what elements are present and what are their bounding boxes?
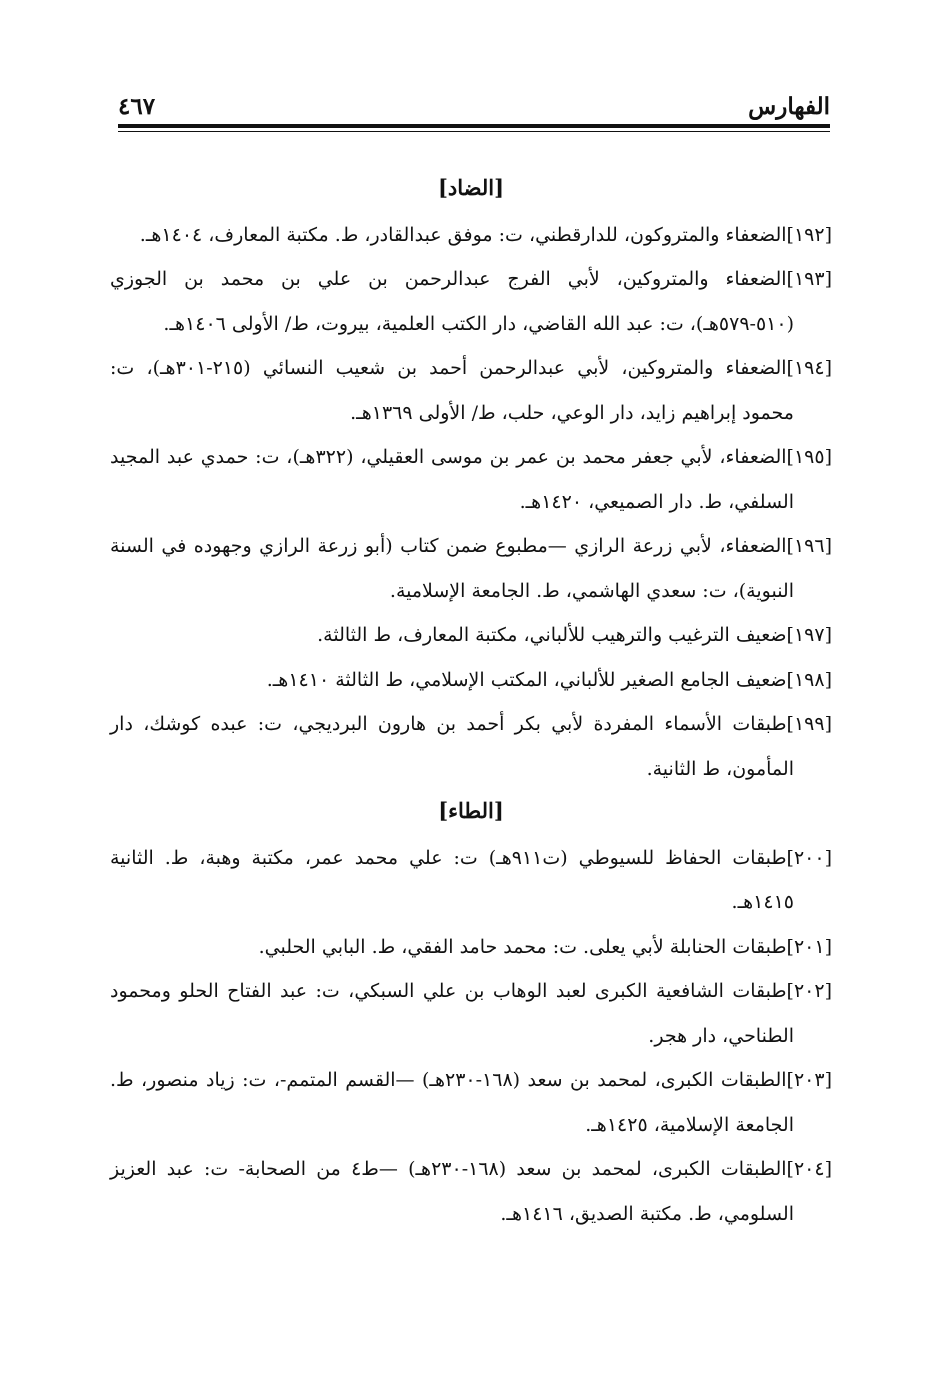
entry-number: [١٩٧]: [786, 624, 832, 646]
entry-number: [١٩٢]: [786, 223, 832, 246]
entry-text: ضعيف الترغيب والترهيب للألباني، مكتبة المعارف، ط الثالثة.: [317, 624, 787, 646]
entry-text: ضعيف الجامع الصغير للألباني، المكتب الإسلامي، ط الثالثة ١٤١٠هـ.: [266, 668, 787, 691]
entry-number: [١٩٥]: [786, 446, 832, 468]
index-entry: [110, 836, 832, 925]
entry-number: [١٩٩]: [786, 713, 832, 735]
index-entry: [110, 658, 832, 703]
index-entry: [110, 213, 832, 258]
index-entry: [110, 1147, 832, 1236]
entry-number: [٢٠٠]: [786, 846, 833, 869]
entry-text: طبقات الحفاظ للسيوطي (ت٩١١هـ) ت: علي محمد عمر، مكتبة وهبة، ط. الثانية ١٤١٥هـ.: [110, 846, 794, 913]
entry-number: [١٩٦]: [786, 535, 832, 557]
index-entry: [110, 925, 832, 970]
entry-number: [١٩٤]: [786, 357, 832, 379]
index-entry: [110, 435, 832, 524]
entry-number: [٢٠١]: [786, 935, 832, 958]
section-dad: [110, 168, 832, 791]
header-rule-thin: [118, 131, 830, 132]
index-entry: [110, 346, 832, 435]
index-entry: [110, 1058, 832, 1147]
entry-text: الطبقات الكبرى، لمحمد بن سعد (١٦٨-٢٣٠هـ) —ط٤ من الصحابة- ت: عبد العزيز السلومي، ط. مكتبة الصديق، ١٤١٦هـ.: [110, 1158, 794, 1225]
entry-number: [٢٠٣]: [786, 1069, 833, 1091]
entry-text: الضعفاء والمتروكون، للدارقطني، ت: موفق عبدالقادر، ط. مكتبة المعارف، ١٤٠٤هـ.: [139, 223, 787, 246]
entry-number: [١٩٣]: [786, 268, 832, 290]
entry-text: الضعفاء، لأبي جعفر محمد بن عمر بن موسى العقيلي، (٣٢٢هـ)، ت: حمدي عبد المجيد السلفي، ط. دار الصميعي، ١٤٢٠هـ.: [110, 446, 794, 513]
running-header: [118, 84, 830, 120]
entry-text: الضعفاء والمتروكين، لأبي عبدالرحمن أحمد بن شعيب النسائي (٢١٥-٣٠١هـ)، ت: محمود إبراهيم زايد، دار الوعي، حلب، ط/ الأولى ١٣٦٩هـ.: [110, 357, 794, 424]
index-entry: [110, 702, 832, 791]
section-ta: [110, 791, 832, 1236]
entry-text: الطبقات الكبرى، لمحمد بن سعد (١٦٨-٢٣٠هـ) —القسم المتمم-، ت: زياد منصور، ط. الجامعة الإسلامية، ١٤٢٥هـ.: [110, 1069, 794, 1136]
index-entry: [110, 257, 832, 346]
entry-text: طبقات الأسماء المفردة لأبي بكر أحمد بن هارون البرديجي، ت: عبده كوشك، دار المأمون، ط الثانية.: [110, 713, 794, 780]
index-entry: [110, 524, 832, 613]
index-content: [110, 168, 832, 1236]
entry-number: [٢٠٢]: [786, 980, 832, 1002]
section-heading: [الضاد]: [437, 175, 505, 200]
header-rule-thick: [118, 124, 830, 128]
entry-number: [١٩٨]: [786, 668, 832, 691]
index-entry: [110, 969, 832, 1058]
entry-number: [٢٠٤]: [786, 1158, 832, 1180]
entry-text: الضعفاء، لأبي زرعة الرازي —مطبوع ضمن كتاب (أبو زرعة الرازي وجهوده في السنة النبوية)، ت: سعدي الهاشمي، ط. الجامعة الإسلامية.: [110, 535, 794, 602]
page-number: ٤٦٧: [118, 93, 156, 120]
entry-text: طبقات الحنابلة لأبي يعلى. ت: محمد حامد الفقي، ط. البابي الحلبي.: [258, 935, 787, 958]
index-entry: [110, 613, 832, 658]
section-heading: [الطاء]: [438, 798, 504, 823]
header-title: الفهارس: [748, 93, 830, 120]
entry-text: الضعفاء والمتروكين، لأبي الفرج عبدالرحمن بن علي بن محمد بن الجوزي (٥١٠-٥٧٩هـ)، ت: عبد الله القاضي، دار الكتب العلمية، بيروت، ط/ الأولى ١٤٠٦هـ.: [110, 268, 794, 335]
entry-text: طبقات الشافعية الكبرى لعبد الوهاب بن علي السبكي، ت: عبد الفتاح الحلو ومحمود الطناحي، دار هجر.: [110, 980, 794, 1047]
